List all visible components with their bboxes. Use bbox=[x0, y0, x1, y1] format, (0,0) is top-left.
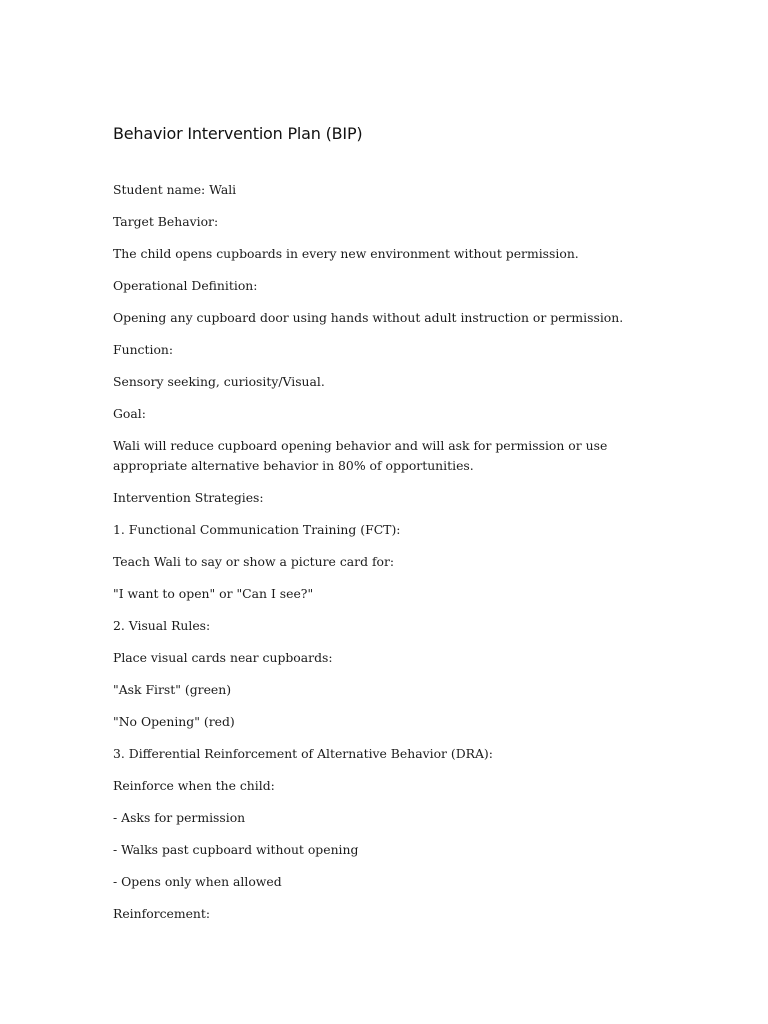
operational-definition-heading: Operational Definition: bbox=[113, 278, 258, 293]
strategy-dra-heading: 3. Differential Reinforcement of Alternative Behavior (DRA): bbox=[113, 746, 493, 761]
strategy-visual-rules-heading: 2. Visual Rules: bbox=[113, 618, 211, 633]
strategy-fct-text: Teach Wali to say or show a picture card for: bbox=[113, 554, 395, 569]
list-item: - Asks for permission bbox=[113, 810, 246, 825]
document-title: Behavior Intervention Plan (BIP) bbox=[113, 124, 363, 143]
goal-heading: Goal: bbox=[113, 406, 146, 421]
list-item: - Opens only when allowed bbox=[113, 874, 282, 889]
strategy-visual-rules-text: Place visual cards near cupboards: bbox=[113, 650, 333, 665]
strategy-fct-heading: 1. Functional Communication Training (FCT): bbox=[113, 522, 401, 537]
visual-card-no-opening: "No Opening" (red) bbox=[113, 714, 235, 729]
intervention-strategies-heading: Intervention Strategies: bbox=[113, 490, 264, 505]
reinforcement-heading: Reinforcement: bbox=[113, 906, 211, 921]
function-text: Sensory seeking, curiosity/Visual. bbox=[113, 374, 325, 389]
student-name-line: Student name: Wali bbox=[113, 182, 237, 197]
list-item: - Walks past cupboard without opening bbox=[113, 842, 359, 857]
target-behavior-text: The child opens cupboards in every new environment without permission. bbox=[113, 246, 579, 261]
visual-card-ask-first: "Ask First" (green) bbox=[113, 682, 232, 697]
operational-definition-text: Opening any cupboard door using hands without adult instruction or permission. bbox=[113, 310, 624, 325]
target-behavior-heading: Target Behavior: bbox=[113, 214, 219, 229]
document-body bbox=[113, 180, 673, 936]
strategy-fct-phrases: "I want to open" or "Can I see?" bbox=[113, 586, 314, 601]
goal-text: Wali will reduce cupboard opening behavior and will ask for permission or use appropriate alternative behavior in 80% of opportunities. bbox=[113, 438, 608, 473]
strategy-dra-text: Reinforce when the child: bbox=[113, 778, 275, 793]
function-heading: Function: bbox=[113, 342, 174, 357]
